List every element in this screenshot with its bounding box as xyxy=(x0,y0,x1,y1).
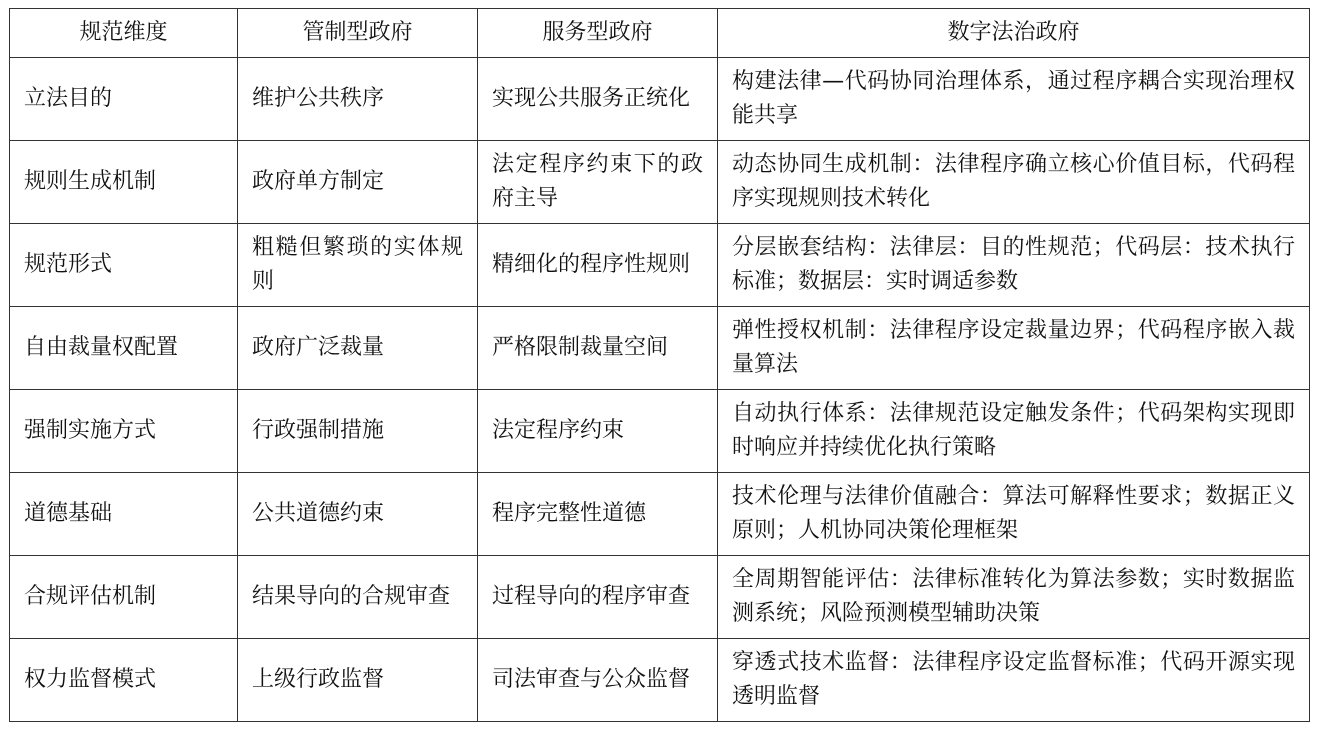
table-cell xyxy=(718,556,1310,639)
cell-text: 自动执行体系：法律规范设定触发条件；代码架构实现即时响应并持续优化执行策略 xyxy=(732,401,1295,460)
table-cell xyxy=(10,58,238,141)
cell-text: 技术伦理与法律价值融合：算法可解释性要求；数据正义原则；人机协同决策伦理框架 xyxy=(732,484,1295,543)
table-cell xyxy=(718,639,1310,722)
table-cell xyxy=(10,639,238,722)
cell-text: 上级行政监督 xyxy=(252,667,385,692)
table-cell xyxy=(718,390,1310,473)
cell-text: 穿透式技术监督：法律程序设定监督标准；代码开源实现透明监督 xyxy=(732,650,1295,709)
header-service-government: 服务型政府 xyxy=(478,9,718,58)
header-regulatory-government: 管制型政府 xyxy=(238,9,478,58)
table-cell xyxy=(478,390,718,473)
table-cell xyxy=(478,556,718,639)
table-cell xyxy=(238,639,478,722)
cell-text: 规范形式 xyxy=(24,252,113,277)
table-cell xyxy=(238,307,478,390)
table-row xyxy=(10,639,1310,722)
table-cell xyxy=(10,141,238,224)
cell-text: 法定程序约束 xyxy=(492,418,625,443)
cell-text: 动态协同生成机制：法律程序确立核心价值目标，代码程序实现规则技术转化 xyxy=(732,152,1295,211)
table-row xyxy=(10,307,1310,390)
table-row xyxy=(10,141,1310,224)
cell-text: 行政强制措施 xyxy=(252,418,385,443)
table-cell xyxy=(10,473,238,556)
table-cell xyxy=(718,473,1310,556)
cell-text: 构建法律—代码协同治理体系，通过程序耦合实现治理权能共享 xyxy=(732,69,1295,128)
table-cell xyxy=(718,58,1310,141)
table-cell xyxy=(718,141,1310,224)
cell-text: 实现公共服务正统化 xyxy=(492,86,691,111)
cell-text: 道德基础 xyxy=(24,501,113,526)
table-header-row xyxy=(10,9,1310,58)
table-cell xyxy=(10,556,238,639)
cell-text: 权力监督模式 xyxy=(24,667,157,692)
comparison-table-container xyxy=(9,8,1309,722)
cell-text: 司法审查与公众监督 xyxy=(492,667,691,692)
cell-text: 政府广泛裁量 xyxy=(252,335,385,360)
header-digital-rule-of-law-government: 数字法治政府 xyxy=(718,9,1310,58)
table-row xyxy=(10,224,1310,307)
cell-text: 法定程序约束下的政府主导 xyxy=(492,152,703,211)
table-cell xyxy=(478,307,718,390)
cell-text: 合规评估机制 xyxy=(24,584,157,609)
cell-text: 公共道德约束 xyxy=(252,501,385,526)
cell-text: 严格限制裁量空间 xyxy=(492,335,669,360)
table-cell xyxy=(478,141,718,224)
table-row xyxy=(10,473,1310,556)
table-row xyxy=(10,58,1310,141)
cell-text: 粗糙但繁琐的实体规则 xyxy=(252,235,463,294)
cell-text: 程序完整性道德 xyxy=(492,501,647,526)
header-dimension: 规范维度 xyxy=(10,9,238,58)
table-cell xyxy=(10,307,238,390)
table-cell xyxy=(238,224,478,307)
table-cell xyxy=(10,390,238,473)
table-cell xyxy=(238,556,478,639)
table-cell xyxy=(718,224,1310,307)
cell-text: 维护公共秩序 xyxy=(252,86,385,111)
table-row xyxy=(10,556,1310,639)
cell-text: 全周期智能评估：法律标准转化为算法参数；实时数据监测系统；风险预测模型辅助决策 xyxy=(732,567,1295,626)
table-row xyxy=(10,390,1310,473)
table-cell xyxy=(478,224,718,307)
cell-text: 规则生成机制 xyxy=(24,169,157,194)
cell-text: 过程导向的程序审查 xyxy=(492,584,691,609)
table-cell xyxy=(238,58,478,141)
comparison-table xyxy=(9,8,1310,722)
cell-text: 结果导向的合规审查 xyxy=(252,584,451,609)
table-cell xyxy=(238,473,478,556)
cell-text: 立法目的 xyxy=(24,86,113,111)
cell-text: 精细化的程序性规则 xyxy=(492,252,691,277)
cell-text: 弹性授权机制：法律程序设定裁量边界；代码程序嵌入裁量算法 xyxy=(732,318,1295,377)
table-cell xyxy=(238,390,478,473)
table-cell xyxy=(478,473,718,556)
table-cell xyxy=(238,141,478,224)
table-cell xyxy=(478,639,718,722)
table-cell xyxy=(478,58,718,141)
table-cell xyxy=(10,224,238,307)
cell-text: 自由裁量权配置 xyxy=(24,335,179,360)
cell-text: 政府单方制定 xyxy=(252,169,385,194)
cell-text: 分层嵌套结构：法律层：目的性规范；代码层：技术执行标准；数据层：实时调适参数 xyxy=(732,235,1295,294)
table-cell xyxy=(718,307,1310,390)
cell-text: 强制实施方式 xyxy=(24,418,157,443)
